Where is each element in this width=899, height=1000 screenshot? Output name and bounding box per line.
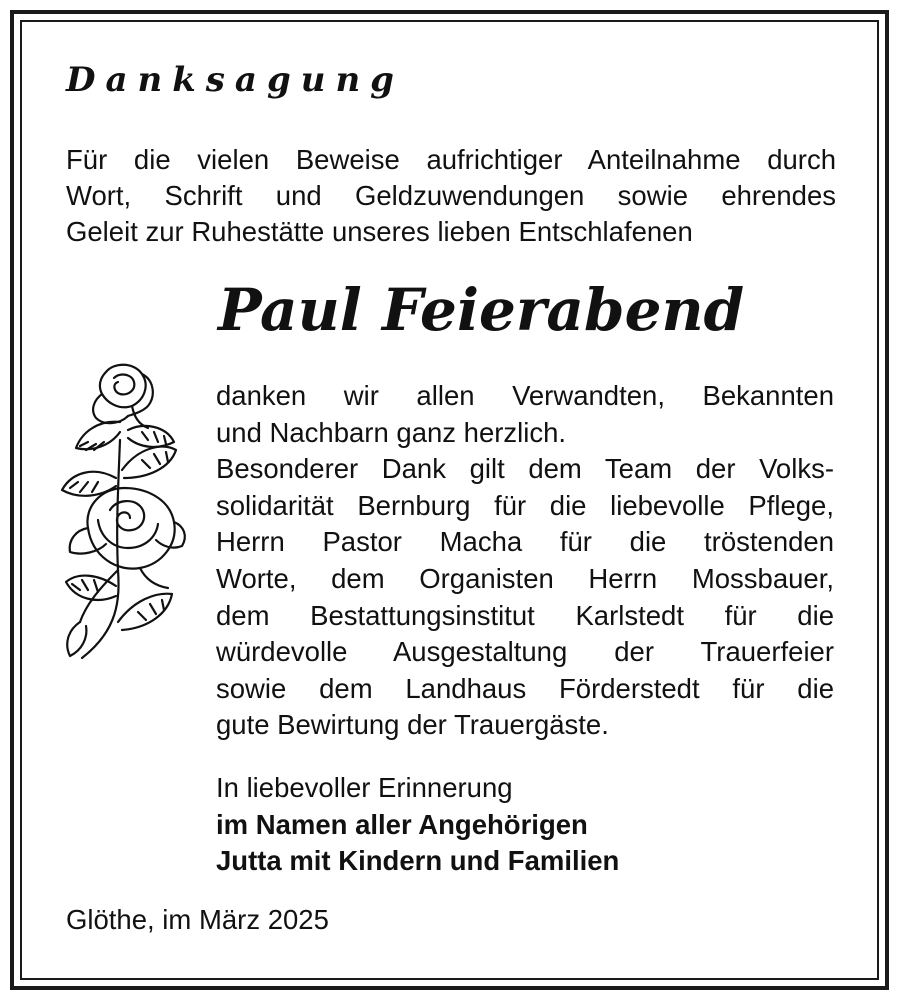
thanks-line: Herrn Pastor Macha für die tröstenden — [216, 526, 834, 558]
deceased-name: Paul Feierabend — [218, 276, 745, 344]
thanks-line: und Nachbarn ganz herzlich. — [216, 416, 567, 448]
intro-line: Für die vielen Beweise aufrichtiger Anteilnahme durch — [66, 144, 836, 175]
closing-signers: Jutta mit Kindern und Familien — [216, 845, 620, 877]
intro-line: Wort, Schrift und Geldzuwendungen sowie ehrendes — [66, 180, 836, 211]
closing-block — [216, 770, 619, 880]
thanks-line: würdevolle Ausgestaltung der Trauerfeier — [216, 636, 834, 668]
thanks-line: Worte, dem Organisten Herrn Mossbauer, — [216, 562, 834, 594]
place-date: Glöthe, im März 2025 — [66, 904, 329, 935]
thanks-line: dem Bestattungsinstitut Karlstedt für die — [216, 599, 834, 631]
thanks-line: solidarität Bernburg für die liebevolle Pflege, — [216, 489, 834, 521]
heading: Danksagung — [66, 60, 404, 100]
closing-on-behalf: im Namen aller Angehörigen — [216, 808, 588, 840]
intro-line: Geleit zur Ruhestätte unseres lieben Entschlafenen — [66, 216, 693, 247]
rose-icon — [58, 360, 190, 660]
thanks-line: danken wir allen Verwandten, Bekannten — [216, 380, 834, 411]
closing-memory: In liebevoller Erinnerung — [216, 772, 513, 803]
thanks-line: sowie dem Landhaus Förderstedt für die — [216, 672, 834, 704]
intro-paragraph — [66, 142, 836, 250]
thanks-line: gute Bewirtung der Trauergäste. — [216, 709, 609, 741]
thanks-paragraph — [216, 378, 834, 744]
thanks-line: Besonderer Dank gilt dem Team der Volks- — [216, 453, 834, 485]
